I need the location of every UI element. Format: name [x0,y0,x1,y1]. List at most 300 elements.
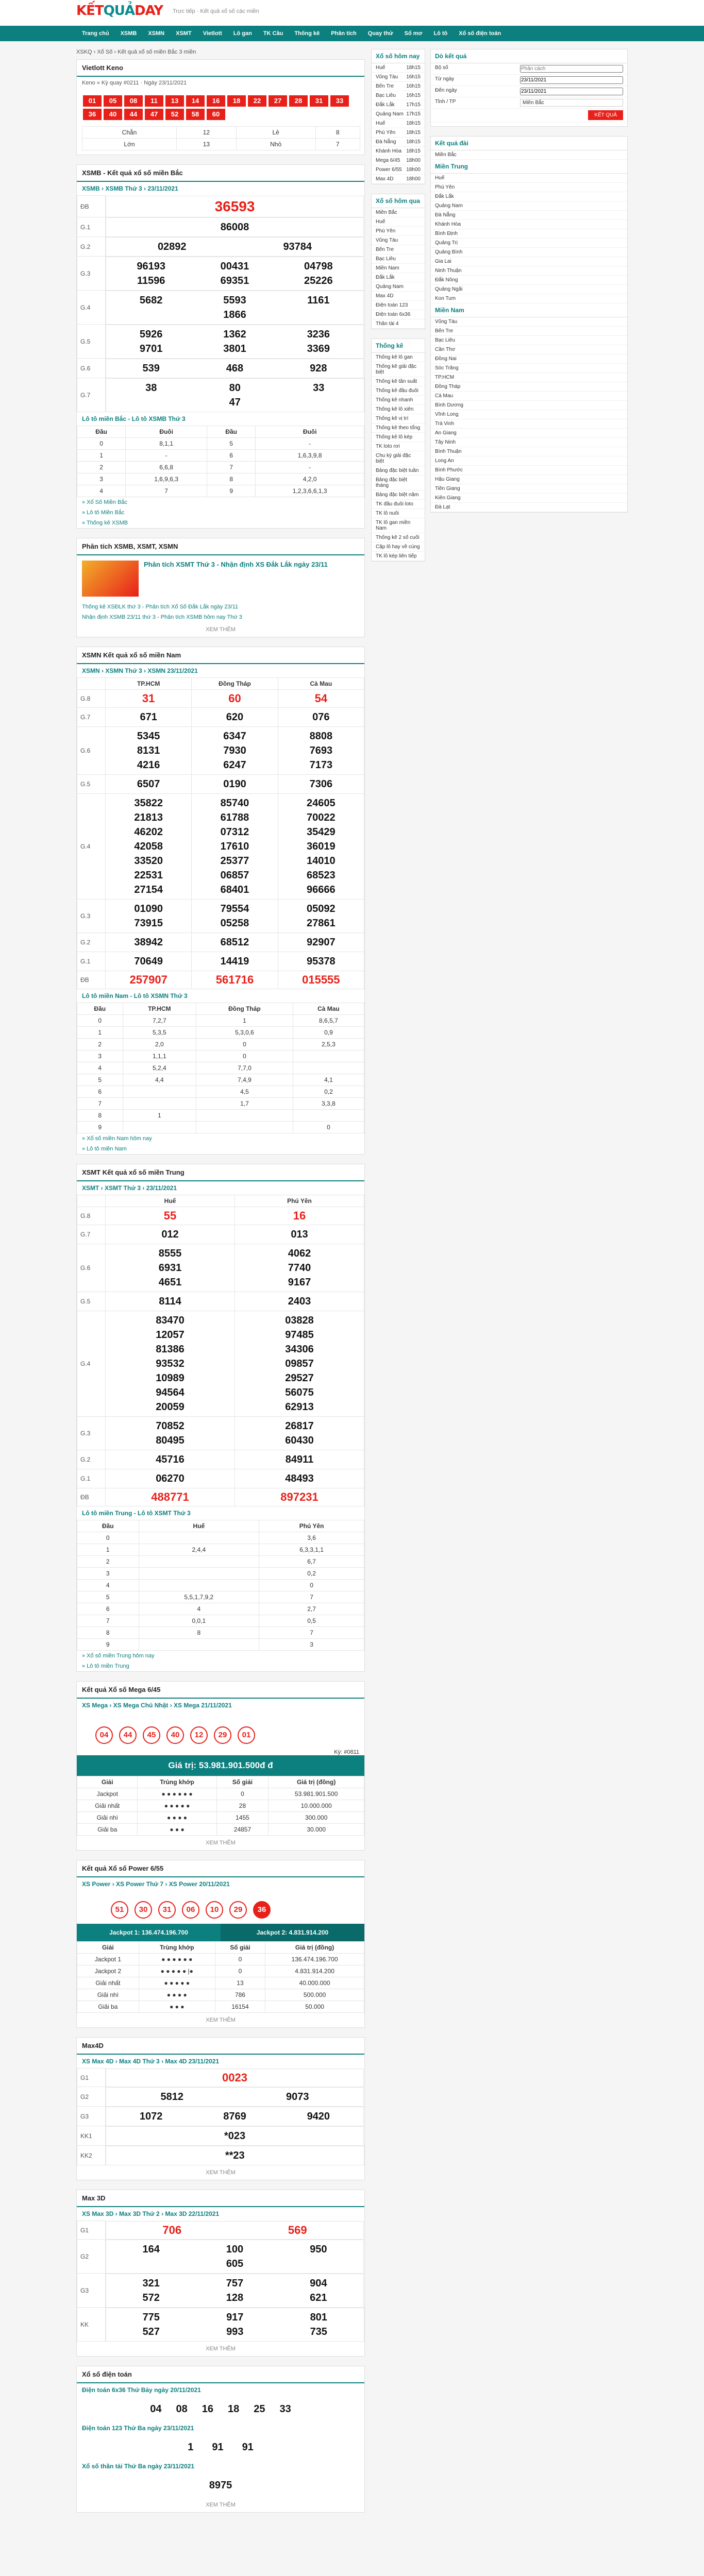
power-sub[interactable]: XS Power › XS Power Thứ 7 › XS Power 20/11/2021 [82,1880,230,1888]
prize-number: *023 [224,2130,246,2142]
prize-number: 70022 [307,812,336,823]
table-header: Trùng khớp [139,1942,215,1954]
stats-item[interactable]: Thống kê lô gan [372,353,425,362]
province-item[interactable]: Bình Dương [431,401,627,410]
table-cell: 500.000 [265,1989,364,2001]
table-cell: 300.000 [269,1812,364,1824]
yesterday-item[interactable]: Miền Nam [372,264,425,273]
loto-cell: 6,7 [259,1556,364,1568]
keno-chan: Chẵn [82,127,177,139]
keno-date: Ngày 23/11/2021 [144,80,187,86]
nav-item[interactable]: Phân tích [331,30,357,37]
province-header[interactable]: Phú Yên [235,1195,364,1207]
breadcrumb: XSKQ › Xổ Số › Kết quả xổ số miền Bắc 3 miền [76,49,196,55]
table-cell: Jackpot 1 [77,1954,139,1965]
prize-number: 569 [288,2223,307,2236]
today-item-name[interactable]: Bến Tre [376,83,394,89]
today-item-time: 17h15 [406,102,421,108]
stats-item[interactable]: Thống kê giải đặc biệt [372,362,425,377]
power-ball: 06 [182,1901,199,1919]
mega-more[interactable]: XEM THÊM [206,1840,236,1846]
prize-cell [106,971,192,989]
prize-number: 80495 [156,1435,185,1446]
stats-item[interactable]: TK đầu đuôi loto [372,500,425,509]
stats-item[interactable]: Bảng đặc biệt năm [372,490,425,500]
dientoan-more[interactable]: XEM THÊM [206,2502,236,2508]
table-cell: ● ● ● ● ● [139,1977,215,1989]
prize-number: 68401 [220,884,249,895]
power-table [77,1941,364,2013]
province-item[interactable]: Sóc Trăng [431,364,627,373]
yesterday-item[interactable]: Max 4D [372,292,425,301]
province-item[interactable]: Quảng Nam [431,201,627,211]
related-link[interactable]: » Lô tô miền Nam [82,1146,127,1152]
prize-number: 8114 [159,1296,181,1307]
keno-le-count: 8 [315,127,360,139]
province-item[interactable]: Đồng Nai [431,354,627,364]
today-item[interactable] [372,175,425,184]
today-item-name[interactable]: Đắk Lắk [376,102,395,108]
vietlott-keno-box: Vietlott Keno Keno » Kỳ quay #0211 · Ngày 23/11/2021 01 05 08 11 13 14 16 18 22 27 28 31 33 36 40 44 47 52 58 60 Chẵn 12 Lẻ 8 Lớn 13 Nhỏ 7 [76,59,365,155]
today-item[interactable] [372,119,425,128]
max4d-more[interactable]: XEM THÊM [206,2170,236,2176]
stats-item[interactable]: TK lô gan miền Nam [372,518,425,533]
loto-cell: 5 [207,438,256,450]
power-ball: 51 [111,1901,128,1919]
loto-cell: 4 [139,1603,259,1615]
today-item-name[interactable]: Huế [376,121,385,126]
prize-cell [235,1225,364,1244]
related-link[interactable]: » Lô tô Miền Bắc [82,510,125,516]
today-item[interactable] [372,165,425,175]
prize-label: G.5 [77,1292,106,1311]
nav-item[interactable]: Quay thử [367,30,393,37]
stats-item[interactable]: Cặp lô hay về cùng [372,543,425,552]
prize-number: 128 [226,2292,244,2303]
nav-item[interactable]: XSMB [120,30,137,37]
today-item[interactable] [372,110,425,119]
today-item-name[interactable]: Quảng Nam [376,111,404,117]
province-item[interactable]: Đắk Lắk [431,192,627,201]
stats-item[interactable]: Bảng đặc biệt tháng [372,476,425,490]
keno-number: 18 [227,95,246,107]
nav-item[interactable]: Sổ mơ [404,30,423,37]
keno-lon: Lớn [82,139,177,150]
thantai-title[interactable]: Xổ số thần tài Thứ Ba ngày 23/11/2021 [82,2463,195,2470]
province-item[interactable]: Đà Lạt [431,503,627,512]
keno-number: 01 [83,95,102,107]
nav-item[interactable]: Thống kê [294,30,320,37]
loto-cell: 7 [207,462,256,473]
yesterday-item[interactable]: Miền Bắc [372,208,425,217]
prize-cell [106,1244,235,1292]
table-cell: ● ● ● ● ● |● [139,1965,215,1977]
loto-cell: 0 [259,1580,364,1591]
today-item-name[interactable]: Bạc Liêu [376,93,396,98]
province-item[interactable]: Trà Vinh [431,419,627,429]
table-cell: 16154 [215,2001,265,2013]
loto-cell: 2,7 [259,1603,364,1615]
prize-number: 21813 [134,812,163,823]
prize-number: 46202 [134,826,163,838]
loto-header: Đầu [77,426,126,438]
prize-cell [192,727,278,775]
prize-number: 86008 [220,221,249,233]
dientoan-123-number: 91 [212,2442,224,2453]
prize-number: 572 [142,2292,160,2303]
today-item-name[interactable]: Huế [376,65,385,71]
loto-cell: 1,2,3,6,6,1,3 [256,485,364,497]
table-cell: 136.474.196.700 [265,1954,364,1965]
loto-cell: 7 [259,1627,364,1639]
prize-number: 013 [291,1229,308,1240]
province-item[interactable]: Quảng Ngãi [431,285,627,294]
prize-number: 84911 [285,1454,314,1465]
dientoan-636-number: 33 [279,2403,291,2415]
province-item[interactable]: Vũng Tàu [431,317,627,327]
province-item[interactable]: Quảng Trị [431,239,627,248]
loto-cell: 7 [77,1615,139,1627]
province-item[interactable]: Vĩnh Long [431,410,627,419]
phantich-more[interactable]: XEM THÊM [206,626,236,633]
province-item[interactable]: Hậu Giang [431,475,627,484]
today-item[interactable] [372,91,425,100]
nav-item[interactable]: Vietlott [203,30,222,37]
today-list-title: Xổ số hôm nay [372,49,425,63]
keno-number: 08 [124,95,143,107]
province-item[interactable]: Ninh Thuận [431,266,627,276]
xsmn-loto-title: Lô tô miền Nam - Lô tô XSMN Thứ 3 [82,992,188,999]
province-item[interactable]: Quảng Bình [431,248,627,257]
province-item[interactable]: Bình Thuận [431,447,627,456]
prize-number: 68523 [307,870,336,881]
nav-item[interactable]: XSMN [148,30,165,37]
stats-item[interactable]: TK loto rơi [372,442,425,451]
today-item[interactable] [372,73,425,82]
today-item-time: 18h15 [406,121,421,126]
province-item[interactable]: Bình Phước [431,466,627,475]
today-item[interactable] [372,147,425,156]
xsmt-date[interactable]: XSMT › XSMT Thứ 3 › 23/11/2021 [82,1184,177,1192]
dientoan-title: Xổ số điện toán [77,2366,364,2383]
yesterday-item[interactable]: Thần tài 4 [372,319,425,329]
prize-label: ĐB [77,196,106,217]
power-more[interactable]: XEM THÊM [206,2017,236,2023]
today-item-name[interactable]: Khánh Hòa [376,148,402,154]
today-item-time: 18h00 [406,167,421,173]
loto-cell: 1,6,9,6,3 [126,473,207,485]
prize-number: 5345 [137,731,160,742]
phantich-thumbnail[interactable] [82,561,139,597]
stats-item[interactable]: Thống kê đầu đuôi [372,386,425,396]
province-mb[interactable]: Miền Bắc [431,150,627,160]
today-list [371,49,425,184]
stats-item[interactable]: Thống kê tần suất [372,377,425,386]
prize-label: G.3 [77,257,106,291]
province-item[interactable]: Cần Thơ [431,345,627,354]
nav-item[interactable]: TK Cầu [263,30,283,37]
today-item-name[interactable]: Power 6/55 [376,167,402,173]
mega-sub[interactable]: XS Mega › XS Mega Chủ Nhật › XS Mega 21/11/2021 [82,1702,232,1709]
today-item-time: 17h15 [406,111,421,117]
today-item-name[interactable]: Phú Yên [376,130,396,135]
related-link[interactable]: » Lô tô miền Trung [82,1663,129,1669]
prize-number: 27154 [134,884,163,895]
prize-number: 775 [142,2311,160,2323]
province-item[interactable]: Khánh Hòa [431,220,627,229]
to-date-input[interactable] [520,88,623,95]
stats-item[interactable]: TK lô nuôi [372,509,425,518]
stats-item[interactable]: TK lô kép liên tiếp [372,552,425,561]
province-item[interactable]: Gia Lai [431,257,627,266]
prize-cell [106,2126,364,2146]
today-item[interactable] [372,82,425,91]
prize-cell [192,775,278,794]
related-link[interactable]: » Xổ Số Miền Bắc [82,499,128,505]
loto-header: TP.HCM [123,1003,196,1015]
today-item[interactable] [372,138,425,147]
prize-number: 9167 [288,1277,311,1288]
loto-cell: 5,3,5 [123,1027,196,1039]
province-header[interactable]: Huế [106,1195,235,1207]
loto-cell: 7,7,0 [196,1062,293,1074]
province-item[interactable]: Đắk Nông [431,276,627,285]
prize-cell [192,690,278,708]
prize-number: 5926 [139,328,163,340]
prize-label: G1 [77,2069,106,2087]
province-item[interactable]: Tiền Giang [431,484,627,494]
province-item[interactable]: Long An [431,456,627,466]
prize-cell [278,775,364,794]
loto-cell: 7 [259,1591,364,1603]
keno-number: 36 [83,109,102,120]
province-item[interactable]: Kiên Giang [431,494,627,503]
prize-number: 04798 [304,260,333,272]
table-cell: Giải ba [77,1824,138,1836]
prize-label: G.8 [77,690,106,708]
prize-number: 993 [226,2326,244,2337]
loto-cell: 4,4 [123,1074,196,1086]
prize-number: 16 [293,1209,306,1222]
xsmn-date[interactable]: XSMN › XSMN Thứ 3 › XSMN 23/11/2021 [82,667,198,674]
yesterday-item[interactable]: Quảng Nam [372,282,425,292]
prize-number: 1072 [139,2110,163,2122]
province-item[interactable]: Bến Tre [431,327,627,336]
yesterday-item[interactable]: Điện toán 123 [372,301,425,310]
loto-cell: 3 [77,1568,139,1580]
province-item[interactable]: Cà Mau [431,392,627,401]
dientoan-123-title[interactable]: Điện toán 123 Thứ Ba ngày 23/11/2021 [82,2425,194,2432]
loto-cell: 1 [77,1544,139,1556]
province-header[interactable]: Cà Mau [278,678,364,690]
yesterday-list [371,194,425,329]
nav-item[interactable]: Trang chủ [82,30,109,37]
keno-chan-count: 12 [177,127,237,139]
loto-cell: 6,6,8 [126,462,207,473]
today-item-time: 16h15 [406,83,421,89]
quick-search-button[interactable]: KẾT QUẢ [588,110,623,120]
loto-cell: 1 [77,1027,123,1039]
prize-number: 85740 [220,798,249,809]
loto-cell [196,1122,293,1133]
prize-cell [106,2221,364,2240]
yesterday-item[interactable]: Điện toán 6x36 [372,310,425,319]
max4d-box [76,2037,365,2180]
max4d-sub[interactable]: XS Max 4D › Max 4D Thứ 3 › Max 4D 23/11/2021 [82,2058,220,2065]
today-item-name[interactable]: Đà Nẵng [376,139,396,145]
province-item[interactable]: Bạc Liêu [431,336,627,345]
province-item[interactable]: Kon Tum [431,294,627,303]
prize-number: 10989 [156,1372,185,1384]
today-item[interactable] [372,156,425,165]
phantich-item-2[interactable]: Thống kê XSĐLK thứ 3 - Phân tích Xổ Số Đắk Lắk ngày 23/11 [82,604,239,610]
prize-label: G.6 [77,1244,106,1292]
xsmb-loto-title: Lô tô miền Bắc - Lô tô XSMB Thứ 3 [82,415,186,422]
prize-number: 468 [226,362,244,374]
today-item[interactable] [372,63,425,73]
yesterday-item[interactable]: Bến Tre [372,245,425,255]
quick-lbl-4: Tỉnh / TP [435,99,456,105]
loto-header: Đuôi [126,426,207,438]
prize-number: 60 [228,692,241,705]
province-item[interactable]: TP.HCM [431,373,627,382]
prize-label: G3 [77,2107,106,2126]
yesterday-item[interactable]: Bạc Liêu [372,255,425,264]
prize-label: G.1 [77,952,106,971]
today-item[interactable] [372,128,425,138]
prize-number: 012 [161,1229,179,1240]
max3d-sub[interactable]: XS Max 3D › Max 3D Thứ 2 › Max 3D 22/11/2021 [82,2210,220,2217]
xsmn-box [76,647,365,1155]
related-link[interactable]: » Xổ số miền Trung hôm nay [82,1653,155,1659]
province-header[interactable]: TP.HCM [106,678,192,690]
province-list [430,136,628,513]
nav-item[interactable]: Lô gan [233,30,252,37]
prize-label: G.5 [77,325,106,359]
prize-label: G.4 [77,794,106,900]
prize-number: 60430 [285,1435,314,1446]
keno-number: 40 [104,109,122,120]
yesterday-item[interactable]: Phú Yên [372,227,425,236]
prize-number: 06270 [156,1473,185,1484]
loto-header: Cà Mau [293,1003,364,1015]
phantich-item-3[interactable]: Nhận định XSMB 23/11 thứ 3 - Phân tích XSMB hôm nay Thứ 3 [82,614,242,620]
prize-label: G.2 [77,237,106,257]
prize-number: 26817 [285,1420,314,1432]
numbers-input[interactable] [520,65,623,73]
today-item-name[interactable]: Vũng Tàu [376,74,398,80]
related-link[interactable]: » Thống kê XSMB [82,520,128,526]
stats-item[interactable]: Thống kê lô xiên [372,405,425,414]
prize-cell [106,952,192,971]
max3d-more[interactable]: XEM THÊM [206,2346,236,2352]
sidebar-right [430,49,628,522]
today-item-time: 18h15 [406,148,421,154]
keno-number: 31 [310,95,328,107]
nav-item[interactable]: XSMT [176,30,192,37]
prize-number: 321 [142,2277,160,2289]
prize-number: 488771 [151,1490,189,1503]
province-item[interactable]: Đà Nẵng [431,211,627,220]
prize-number: 950 [310,2243,327,2255]
mega-ball: 12 [190,1726,208,1744]
prize-label: G.7 [77,378,106,412]
from-date-input[interactable] [520,76,623,84]
prize-number: 917 [226,2311,244,2323]
prize-number: 7930 [223,745,246,756]
prize-number: 561716 [215,973,254,986]
province-mn-title: Miền Nam [431,303,627,317]
yesterday-item[interactable]: Vũng Tàu [372,236,425,245]
prize-cell [106,2146,364,2165]
table-cell: ● ● ● ● ● ● [138,1788,216,1800]
stats-item[interactable]: Thống kê theo tổng [372,423,425,433]
prize-label: KK1 [77,2126,106,2146]
province-header[interactable]: Đồng Tháp [192,678,278,690]
province-item[interactable]: Tây Ninh [431,438,627,447]
dientoan-636-title[interactable]: Điện toán 6x36 Thứ Bảy ngày 20/11/2021 [82,2386,201,2394]
dientoan-123-numbers [77,2435,364,2460]
table-cell: 10.000.000 [269,1800,364,1812]
keno-number: 52 [165,109,184,120]
prize-number: 47 [229,396,241,408]
stats-item[interactable]: Thống kê 2 số cuối [372,533,425,543]
prize-label: G.3 [77,900,106,933]
stats-item[interactable]: Thống kê vị trí [372,414,425,423]
stats-item[interactable]: Thống kê nhanh [372,396,425,405]
power-jp2: Jackpot 2: 4.831.914.200 [221,1924,364,1941]
xsmt-loto-title: Lô tô miền Trung - Lô tô XSMT Thứ 3 [82,1510,191,1517]
xsmn-table [77,677,364,989]
today-item-name[interactable]: Mega 6/45 [376,158,400,163]
province-item[interactable]: Phú Yên [431,183,627,192]
prize-number: 70649 [134,956,163,967]
xsmb-date[interactable]: XSMB › XSMB Thứ 3 › 23/11/2021 [82,185,178,192]
keno-sub: Keno » Kỳ quay #0211 [82,80,139,86]
nav-item[interactable]: Lô tô [433,30,448,37]
province-select[interactable]: Miền Bắc [520,99,623,107]
province-item[interactable]: Đồng Tháp [431,382,627,392]
province-item[interactable]: Bình Định [431,229,627,239]
prize-cell [106,794,192,900]
yesterday-item[interactable]: Đắk Lắk [372,273,425,282]
mega-ball: 45 [143,1726,160,1744]
nav-item[interactable]: Xổ số điện toán [459,30,501,37]
site-logo[interactable]: KẾTQUẢDAY [76,3,163,19]
prize-cell [192,952,278,971]
stats-item[interactable]: Chu kỳ giải đặc biệt [372,451,425,466]
loto-cell: 9 [77,1122,123,1133]
related-link[interactable]: » Xổ số miền Nam hôm nay [82,1136,152,1142]
prize-number: 6931 [158,1262,182,1274]
province-item[interactable]: An Giang [431,429,627,438]
yesterday-item[interactable]: Huế [372,217,425,227]
table-header: Trùng khớp [138,1776,216,1788]
today-item-name[interactable]: Max 4D [376,176,394,182]
stats-item[interactable]: Bảng đặc biệt tuần [372,466,425,476]
loto-cell: 1,1,1 [123,1050,196,1062]
prize-cell [235,1450,364,1469]
prize-cell [106,2274,364,2308]
dientoan-636-number: 16 [202,2403,213,2415]
prize-cell [278,971,364,989]
province-item[interactable]: Huế [431,174,627,183]
phantich-item-1[interactable]: Phân tích XSMT Thứ 3 - Nhận định XS Đắk Lắk ngày 23/11 [144,561,328,568]
xsmb-table [77,195,364,412]
table-cell: 28 [216,1800,269,1812]
stats-item[interactable]: Thống kê lô kép [372,433,425,442]
today-item[interactable] [372,100,425,110]
